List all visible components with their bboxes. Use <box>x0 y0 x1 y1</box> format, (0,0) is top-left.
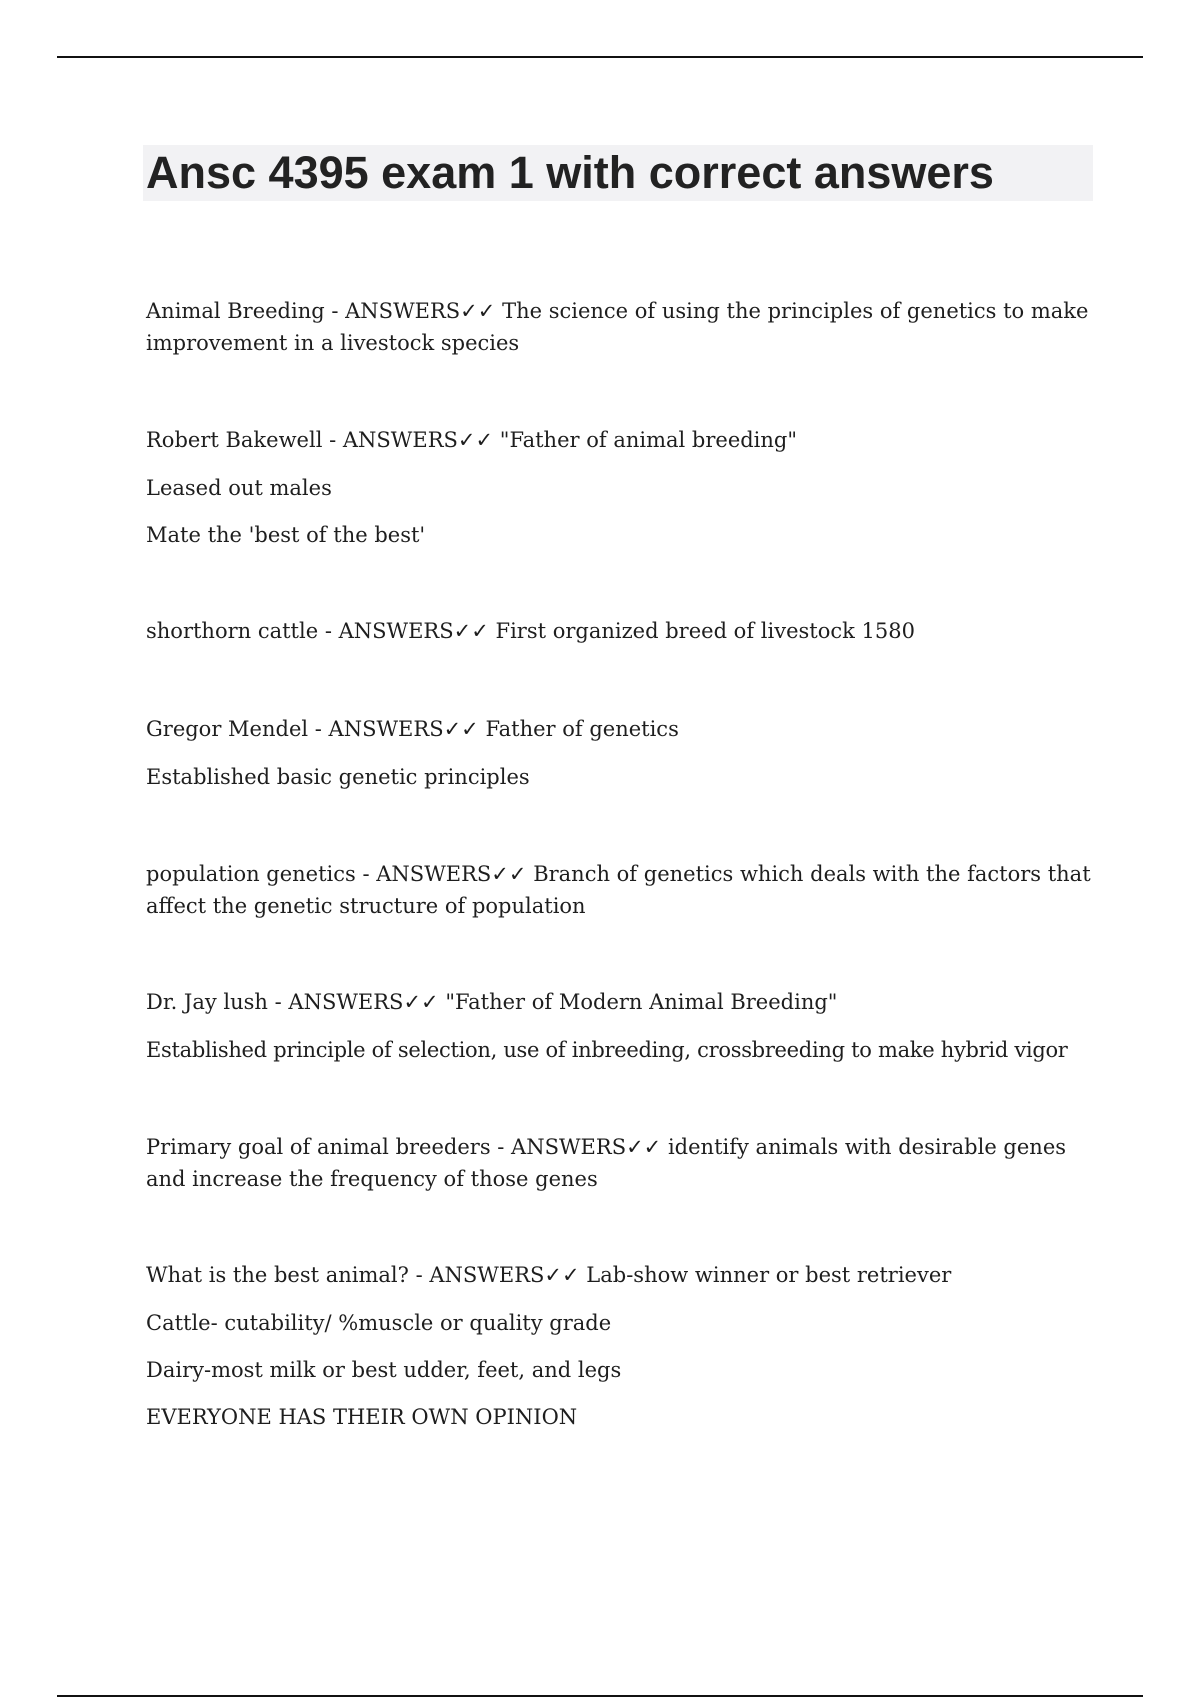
qa-entry-gregor-mendel <box>146 713 1096 793</box>
qa-answer: Father of genetics <box>485 717 679 741</box>
qa-separator: - <box>490 1135 512 1159</box>
qa-entry-robert-bakewell <box>146 424 1096 551</box>
qa-entry-shorthorn-cattle <box>146 615 1096 647</box>
qa-line <box>146 986 1096 1018</box>
qa-entry-jay-lush <box>146 986 1096 1066</box>
qa-entry-population-genetics <box>146 858 1096 922</box>
qa-separator: - <box>318 619 339 643</box>
qa-answer: First organized breed of livestock 1580 <box>495 619 915 643</box>
qa-separator: - <box>267 990 289 1014</box>
qa-extra-line: Dairy-most milk or best udder, feet, and legs <box>146 1358 622 1382</box>
qa-separator: - <box>308 717 329 741</box>
qa-line <box>146 615 1096 647</box>
qa-answer: Lab-show winner or best retriever <box>586 1263 952 1287</box>
qa-extra-line: EVERYONE HAS THEIR OWN OPINION <box>146 1405 578 1429</box>
qa-term: shorthorn cattle <box>146 619 319 643</box>
qa-extra-line: Mate the 'best of the best' <box>146 523 426 547</box>
qa-answer: Branch of genetics which deals with the factors that affect the genetic structure of population <box>146 862 1091 918</box>
qa-separator: - <box>408 1263 430 1287</box>
answers-label: ANSWERS✓✓ <box>345 299 496 323</box>
qa-term: Gregor Mendel <box>146 717 309 741</box>
qa-line <box>146 424 1096 456</box>
page-title: Ansc 4395 exam 1 with correct answers <box>146 147 994 198</box>
top-rule <box>57 56 1143 58</box>
qa-entry-primary-goal <box>146 1131 1096 1195</box>
qa-extra-line: Cattle- cutability/ %muscle or quality grade <box>146 1311 612 1335</box>
qa-term: Dr. Jay lush <box>146 990 268 1014</box>
qa-entry-best-animal <box>146 1259 1096 1433</box>
qa-answer: "Father of animal breeding" <box>499 428 798 452</box>
answers-label: ANSWERS✓✓ <box>376 862 527 886</box>
bottom-rule <box>57 1695 1143 1697</box>
qa-term: population genetics <box>146 862 356 886</box>
qa-answer: The science of using the principles of genetics to make improvement in a livestock species <box>146 299 1089 355</box>
qa-separator: - <box>355 862 377 886</box>
answers-label: ANSWERS✓✓ <box>511 1135 662 1159</box>
answers-label: ANSWERS✓✓ <box>288 990 439 1014</box>
qa-term: What is the best animal? <box>146 1263 409 1287</box>
qa-answer: "Father of Modern Animal Breeding" <box>445 990 838 1014</box>
qa-separator: - <box>322 428 343 452</box>
answers-label: ANSWERS✓✓ <box>429 1263 580 1287</box>
qa-answer: identify animals with desirable genes and increase the frequency of those genes <box>146 1135 1067 1191</box>
qa-extra-line: Established basic genetic principles <box>146 765 530 789</box>
qa-term: Primary goal of animal breeders <box>146 1135 491 1159</box>
qa-line <box>146 1131 1096 1195</box>
qa-separator: - <box>324 299 346 323</box>
qa-entry-animal-breeding <box>146 295 1096 359</box>
qa-extra-line: Established principle of selection, use of inbreeding, crossbreeding to make hybrid vigor <box>146 1038 1068 1062</box>
qa-extra-line: Leased out males <box>146 476 332 500</box>
qa-line <box>146 713 1096 745</box>
title-banner <box>143 145 1093 201</box>
qa-term: Robert Bakewell <box>146 428 323 452</box>
qa-line <box>146 1259 1096 1291</box>
qa-line <box>146 858 1096 922</box>
qa-term: Animal Breeding <box>146 299 325 323</box>
answers-label: ANSWERS✓✓ <box>338 619 489 643</box>
qa-line <box>146 295 1096 359</box>
answers-label: ANSWERS✓✓ <box>328 717 479 741</box>
answers-label: ANSWERS✓✓ <box>342 428 494 452</box>
